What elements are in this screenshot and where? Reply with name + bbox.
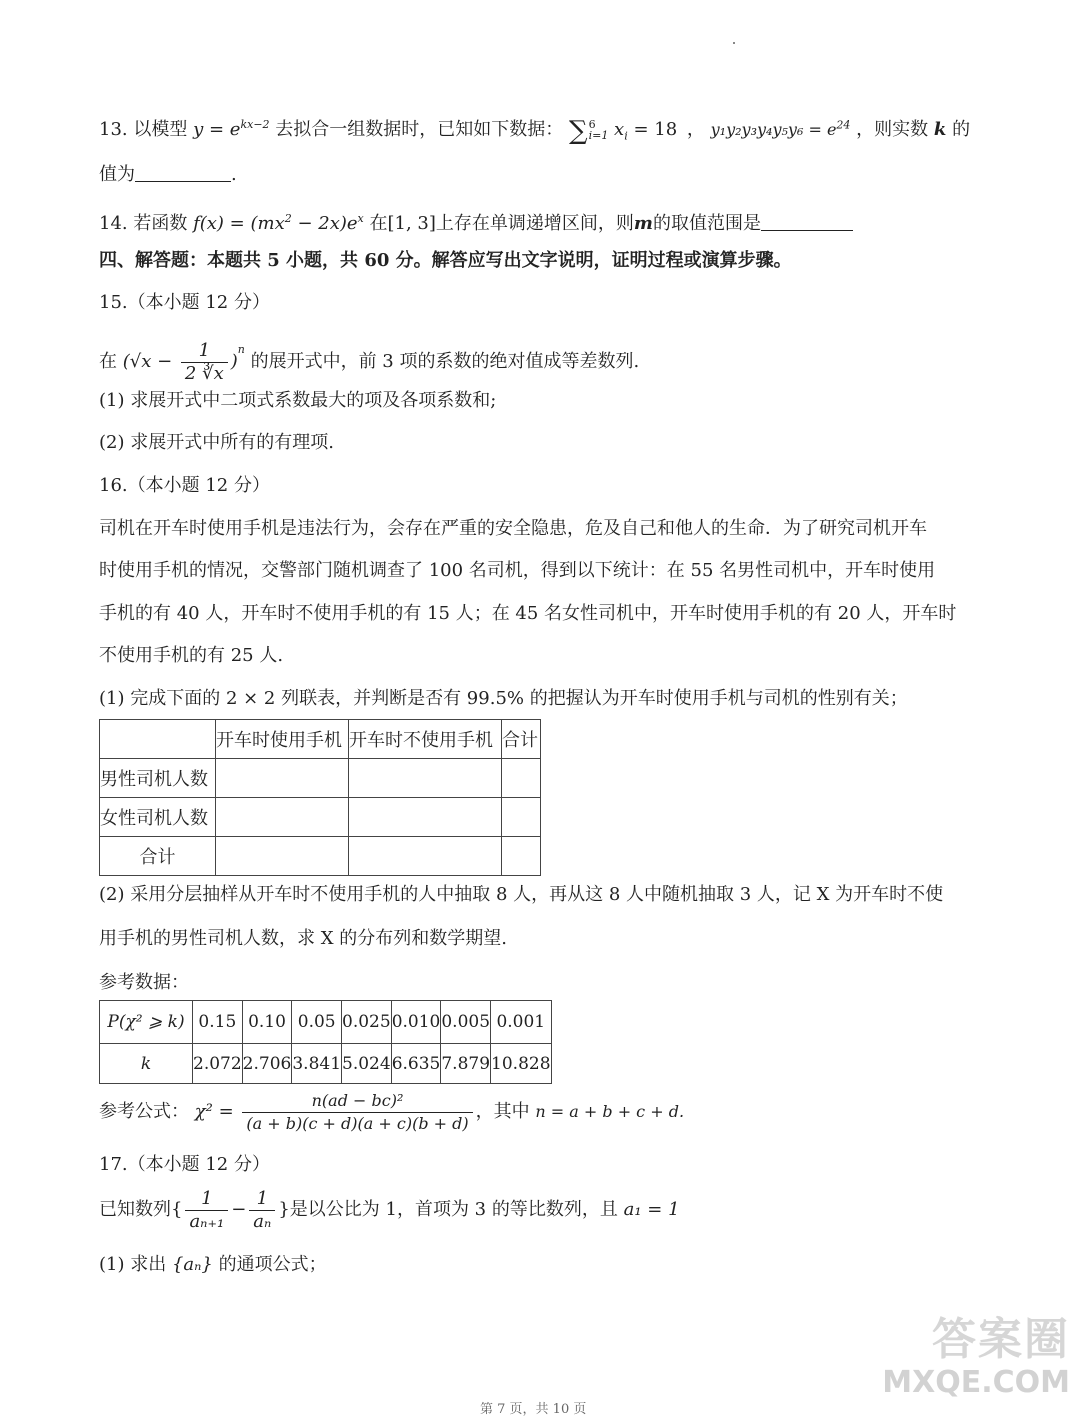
- q16-header: 16.（本小题 12 分）: [99, 475, 270, 496]
- q13-line2-text: 值为: [99, 164, 135, 185]
- q14-interval: [1, 3]: [387, 213, 436, 234]
- reference-row-k: [100, 1044, 552, 1084]
- q16-para-3: 手机的有 40 人，开车时不使用手机的有 15 人；在 45 名女性司机中，开车时使用手机的有 20 人，开车时: [99, 603, 957, 624]
- contingency-cell[interactable]: [502, 798, 541, 837]
- formula-prefix: 参考公式：: [99, 1101, 189, 1122]
- q16-para-1: 司机在开车时使用手机是违法行为，会存在严重的安全隐患，危及自己和他人的生命．为了研究司机开车: [99, 518, 927, 539]
- q17-an: {aₙ}: [171, 1254, 213, 1275]
- reference-cell: 0.001: [491, 1001, 551, 1044]
- reference-cell: 0.025: [342, 1001, 392, 1044]
- q17-intro-suffix: 是以公比为 1，首项为 3 的等比数列，且: [289, 1199, 618, 1220]
- contingency-row-male: [100, 759, 541, 798]
- q16-part2-line1: (2) 采用分层抽样从开车时不使用手机的人中抽取 8 人，再从这 8 人中随机抽取 3 人，记 X 为开车时不使: [99, 884, 944, 905]
- q14-line: [99, 206, 853, 237]
- q14-m: m: [633, 213, 653, 234]
- q17-brace-open: {: [171, 1199, 183, 1220]
- q15-exp-n: n: [237, 343, 245, 356]
- contingency-row-label: 女性司机人数: [100, 798, 216, 837]
- q14-answer-blank[interactable]: [761, 212, 853, 231]
- contingency-header-cell: [100, 720, 216, 759]
- reference-cell: 5.024: [342, 1044, 392, 1084]
- contingency-table: [99, 719, 541, 876]
- reference-formula: [99, 1088, 684, 1136]
- q15-intro-prefix: 在: [99, 351, 117, 372]
- contingency-row-label: 合计: [100, 837, 216, 876]
- q13-line2: [99, 162, 237, 188]
- q15-close: ): [230, 351, 238, 372]
- q14-func: $f(x) = (mx^2 - 2x)e^x$: [193, 212, 364, 234]
- reference-cell: 2.072: [193, 1044, 243, 1084]
- watermark-top-text: 答案圈: [932, 1314, 1070, 1365]
- contingency-cell[interactable]: [502, 759, 541, 798]
- q15-part1: (1) 求展开式中二项式系数最大的项及各项系数和;: [99, 390, 497, 411]
- contingency-cell[interactable]: [216, 837, 349, 876]
- q13-k: k: [933, 119, 947, 140]
- reference-row-p: [100, 1001, 552, 1044]
- contingency-cell[interactable]: [349, 837, 502, 876]
- q14-mid2: 上存在单调递增区间，则: [435, 213, 634, 234]
- q16-para-4: 不使用手机的有 25 人.: [99, 645, 284, 666]
- q17-fraction-2: $\frac{1}{\text{aₙ}}$: [249, 1188, 275, 1233]
- reference-table: [99, 1000, 552, 1084]
- q15-intro-suffix: 的展开式中，前 3 项的系数的绝对值成等差数列.: [250, 351, 640, 372]
- stray-dot: [733, 42, 735, 44]
- q15-header: 15.（本小题 12 分）: [99, 292, 270, 313]
- contingency-header-row: [100, 720, 541, 759]
- formula-n: n = a + b + c + d.: [535, 1102, 685, 1121]
- contingency-cell[interactable]: [502, 837, 541, 876]
- section-4-heading: 四、解答题：本题共 5 小题，共 60 分。解答应写出文字说明，证明过程或演算步骤。: [99, 250, 792, 271]
- q17-minus: −: [231, 1199, 247, 1220]
- contingency-row-label: 男性司机人数: [100, 759, 216, 798]
- q17-brace-close: }: [278, 1199, 290, 1220]
- q13-line1: [99, 112, 970, 150]
- q17-header: 17.（本小题 12 分）: [99, 1154, 270, 1175]
- contingency-cell[interactable]: [216, 798, 349, 837]
- q13-prefix: 13. 以模型: [99, 119, 188, 140]
- q16-part2-line2: 用手机的男性司机人数，求 X 的分布列和数学期望.: [99, 928, 507, 949]
- q17-fraction-1: $\frac{1}{\text{aₙ₊₁}}$: [185, 1188, 228, 1233]
- reference-row-label: P(χ² ⩾ k): [100, 1001, 193, 1044]
- q17-intro: [99, 1186, 680, 1234]
- q16-para-2: 时使用手机的情况，交警部门随机调查了 100 名司机，得到以下统计：在 55 名男性司机中，开车时使用: [99, 560, 936, 581]
- q13-sum: ∑ 6 i=1 $x_i = 18$: [569, 116, 678, 146]
- contingency-row-total: [100, 837, 541, 876]
- reference-cell: 0.005: [441, 1001, 491, 1044]
- reference-cell: 10.828: [491, 1044, 551, 1084]
- q14-suffix: 的取值范围是: [652, 213, 761, 234]
- q17-intro-prefix: 已知数列: [99, 1199, 171, 1220]
- q15-fraction: $\frac{1}{2 ∛x}$: [181, 340, 228, 385]
- q17-part1: [99, 1252, 327, 1278]
- page-footer: 第 7 页，共 10 页: [480, 1402, 587, 1417]
- contingency-cell[interactable]: [349, 759, 502, 798]
- q17-part1-suffix: 的通项公式；: [218, 1254, 327, 1275]
- reference-cell: 0.010: [391, 1001, 441, 1044]
- formula-suffix: ，其中: [475, 1101, 530, 1122]
- q13-mid: 去拟合一组数据时，已知如下数据：: [275, 119, 564, 140]
- q13-prod: $y_1y_2y_3y_4y_5y_6 = e^{24}$: [710, 118, 851, 139]
- formula-lhs: χ² =: [194, 1101, 234, 1122]
- q13-suffix2: 的: [952, 119, 971, 140]
- q14-mid: 在: [369, 213, 388, 234]
- q13-comma: ，: [686, 119, 705, 140]
- reference-cell: 0.05: [292, 1001, 342, 1044]
- contingency-header-cell: 合计: [502, 720, 541, 759]
- formula-fraction: $\frac{\text{n(ad − bc)²}}{(a + b)(c + d)(a + c)(b + d)}$: [242, 1090, 472, 1135]
- q17-a1: a₁ = 1: [623, 1199, 680, 1220]
- q13-end: .: [231, 164, 237, 185]
- reference-cell: 3.841: [292, 1044, 342, 1084]
- reference-cell: 0.10: [242, 1001, 292, 1044]
- contingency-header-cell: 开车时使用手机: [216, 720, 349, 759]
- q16-ref-data-label: 参考数据：: [99, 972, 189, 993]
- reference-cell: 7.879: [441, 1044, 491, 1084]
- reference-cell: 6.635: [391, 1044, 441, 1084]
- watermark-logo: [880, 1315, 1070, 1405]
- watermark-bottom-text: MXQE.COM: [882, 1365, 1070, 1400]
- contingency-header-cell: 开车时不使用手机: [349, 720, 502, 759]
- contingency-cell[interactable]: [349, 798, 502, 837]
- q17-part1-prefix: (1) 求出: [99, 1254, 167, 1275]
- reference-cell: 0.15: [193, 1001, 243, 1044]
- contingency-cell[interactable]: [216, 759, 349, 798]
- contingency-row-female: [100, 798, 541, 837]
- q13-answer-blank[interactable]: [135, 163, 231, 182]
- reference-cell: 2.706: [242, 1044, 292, 1084]
- q15-intro: [99, 326, 639, 386]
- q16-part1: (1) 完成下面的 2 × 2 列联表，并判断是否有 99.5% 的把握认为开车时使用手机与司机的性别有关；: [99, 688, 908, 709]
- q15-sqrt-x: (√x −: [122, 351, 173, 372]
- q14-prefix: 14. 若函数: [99, 213, 188, 234]
- reference-row-label: k: [100, 1044, 193, 1084]
- q13-suffix: ，则实数: [856, 119, 929, 140]
- q13-model: $y = e^{kx-2}$: [193, 118, 270, 140]
- q15-part2: (2) 求展开式中所有的有理项.: [99, 432, 334, 453]
